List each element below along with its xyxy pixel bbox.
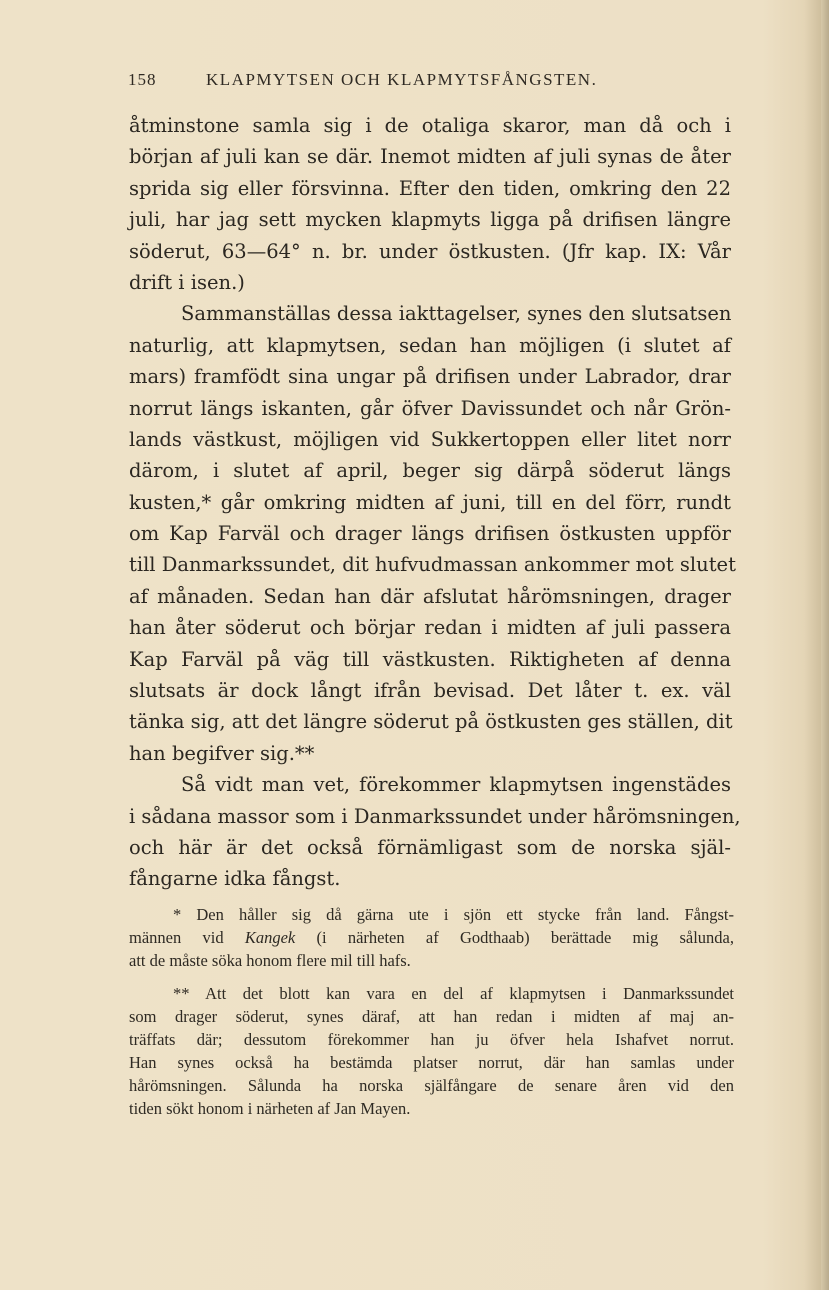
footnote-line: tiden sökt honom i närheten af Jan Mayen. bbox=[129, 1099, 411, 1118]
text-line: och här är det också förnämligast som de norska själ- bbox=[129, 835, 731, 859]
text-line: Sammanställas dessa iakttagelser, synes den slutsatsen bbox=[181, 302, 732, 326]
footnote-line: ** Att det blott kan vara en del af klapmytsen i Danmarkssundet bbox=[173, 984, 734, 1003]
text-line: Kap Farväl på väg till västkusten. Riktigheten af denna bbox=[129, 647, 731, 671]
footnote-line: som drager söderut, synes däraf, att han redan i midten af maj an- bbox=[129, 1007, 734, 1026]
italic-place-name: Kangek bbox=[244, 928, 296, 947]
text-line: om Kap Farväl och drager längs drifisen östkusten uppför bbox=[129, 522, 731, 546]
footnote-line: Han synes också ha bestämda platser norrut, där han samlas under bbox=[129, 1053, 734, 1072]
footnote-line: träffats där; dessutom förekommer han ju öfver hela Ishafvet norrut. bbox=[129, 1030, 734, 1049]
footnote-2 bbox=[129, 982, 734, 1120]
text-line: sprida sig eller försvinna. Efter den tiden, omkring den 22 bbox=[129, 176, 731, 200]
footnote-line: att de måste söka honom flere mil till hafs. bbox=[129, 951, 411, 970]
text-line: slutsats är dock långt ifrån bevisad. Det låter t. ex. väl bbox=[129, 679, 731, 703]
text-line: Så vidt man vet, förekommer klapmytsen ingenstädes bbox=[181, 773, 731, 797]
text-line: lands västkust, möjligen vid Sukkertoppen eller litet norr bbox=[129, 427, 731, 451]
text-line: han begifver sig.** bbox=[129, 741, 315, 765]
text-line: början af juli kan se där. Inemot midten af juli synas de åter bbox=[129, 145, 731, 169]
footnote-line: hårömsningen. Sålunda ha norska själfångare de senare åren vid den bbox=[129, 1076, 734, 1095]
text-line: naturlig, att klapmytsen, sedan han möjligen (i slutet af bbox=[129, 333, 731, 357]
running-header bbox=[128, 70, 728, 90]
footnote-line: * Den håller sig då gärna ute i sjön ett stycke från land. Fångst- bbox=[173, 905, 734, 924]
footnote-line: männen vid Kangek (i närheten af Godthaab) berättade mig sålunda, bbox=[129, 928, 734, 947]
running-title: KLAPMYTSEN OCH KLAPMYTSFÅNGSTEN. bbox=[206, 70, 598, 89]
text-line: af månaden. Sedan han där afslutat hårömsningen, drager bbox=[129, 584, 731, 608]
main-text bbox=[129, 110, 741, 895]
text-line: därom, i slutet af april, beger sig därpå söderut längs bbox=[129, 459, 731, 483]
text-line: drift i isen.) bbox=[129, 270, 245, 294]
text-line: tänka sig, att det längre söderut på östkusten ges ställen, dit bbox=[129, 710, 733, 734]
text-line: han åter söderut och börjar redan i midten af juli passera bbox=[129, 616, 731, 640]
page-edge bbox=[821, 0, 829, 1290]
text-line: i sådana massor som i Danmarkssundet under hårömsningen, bbox=[129, 804, 741, 828]
text-line: kusten,* går omkring midten af juni, till en del förr, rundt bbox=[129, 490, 731, 514]
text-line: till Danmarkssundet, dit hufvudmassan ankommer mot slutet bbox=[129, 553, 736, 577]
footnote-1 bbox=[129, 903, 734, 972]
text-line: åtminstone samla sig i de otaliga skaror, man då och i bbox=[129, 114, 731, 137]
text-line: mars) framfödt sina ungar på drifisen under Labrador, drar bbox=[129, 365, 731, 389]
text-line: fångarne idka fångst. bbox=[129, 867, 341, 891]
page-number: 158 bbox=[128, 70, 157, 89]
text-line: juli, har jag sett mycken klapmyts ligga på drifisen längre bbox=[129, 208, 731, 232]
footnotes bbox=[129, 903, 734, 1120]
text-line: norrut längs iskanten, går öfver Davissundet och når Grön- bbox=[129, 396, 731, 420]
text-line: söderut, 63—64° n. br. under östkusten. (Jfr kap. IX: Vår bbox=[129, 239, 731, 263]
